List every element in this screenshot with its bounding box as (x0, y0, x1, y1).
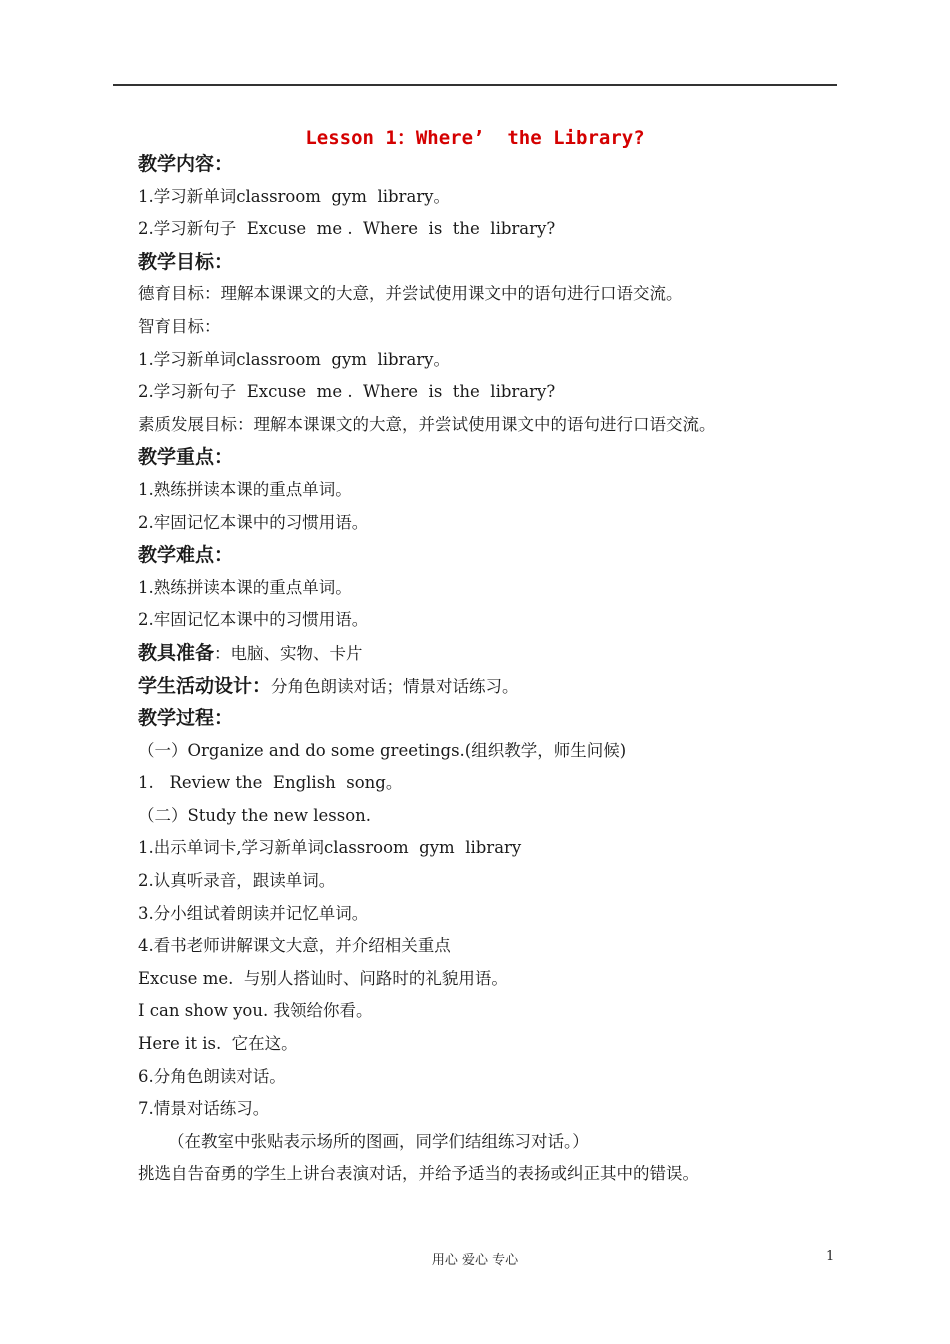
process-step: I can show you. 我领给你看。 (138, 1001, 373, 1021)
process-step: （二）Study the new lesson. (138, 805, 371, 825)
difficulty-item: 2.牢固记忆本课中的习惯用语。 (138, 610, 369, 630)
key-point-item: 1.熟练拼读本课的重点单词。 (138, 479, 352, 499)
process-step: （一）Organize and do some greetings.(组织教学，师生问候) (138, 740, 627, 760)
student-activity-text: 分角色朗读对话；情景对话练习。 (271, 676, 519, 696)
process-step: 7.情景对话练习。 (138, 1099, 270, 1119)
goals-heading: 教学目标： (138, 250, 234, 273)
process-step: Excuse me. 与别人搭讪时、问路时的礼貌用语。 (138, 968, 508, 988)
process-step: 6.分角色朗读对话。 (138, 1066, 286, 1086)
goal-intel-item: 1.学习新单词classroom gym library。 (138, 349, 450, 369)
lesson-title: Lesson 1：Where’ the Library? (305, 127, 645, 149)
goal-moral: 德育目标：理解本课课文的大意，并尝试使用课文中的语句进行口语交流。 (138, 284, 683, 304)
difficulties-heading: 教学难点： (138, 544, 234, 567)
goal-intel-item: 2.学习新句子 Excuse me . Where is the library? (138, 382, 556, 402)
goal-intel-label: 智育目标： (138, 316, 221, 336)
key-points-heading: 教学重点： (138, 446, 234, 469)
process-step: 挑选自告奋勇的学生上讲台表演对话，并给予适当的表扬或纠正其中的错误。 (138, 1164, 699, 1184)
goal-quality: 素质发展目标：理解本课课文的大意，并尝试使用课文中的语句进行口语交流。 (138, 414, 716, 434)
process-step: 1.出示单词卡,学习新单词classroom gym library (138, 838, 522, 858)
content-heading: 教学内容： (138, 153, 234, 175)
student-activity (138, 670, 838, 703)
teaching-tools (138, 637, 838, 670)
lesson-plan-body (138, 148, 838, 1191)
page-number: 1 (826, 1249, 835, 1264)
process-heading: 教学过程： (138, 707, 234, 730)
header-rule (113, 84, 837, 86)
content-item: 1.学习新单词classroom gym library。 (138, 186, 450, 206)
process-step: 1. Review the English song。 (138, 773, 403, 793)
footer-motto: 用心 爱心 专心 (431, 1253, 519, 1268)
student-activity-heading: 学生活动设计： (138, 674, 272, 697)
difficulty-item: 1.熟练拼读本课的重点单词。 (138, 577, 352, 597)
process-step: Here it is. 它在这。 (138, 1034, 298, 1054)
key-point-item: 2.牢固记忆本课中的习惯用语。 (138, 512, 369, 532)
process-step: 3.分小组试着朗读并记忆单词。 (138, 903, 369, 923)
process-step: 2.认真听录音，跟读单词。 (138, 871, 336, 891)
teaching-tools-heading: 教具准备 (138, 641, 215, 664)
teaching-tools-text: ：电脑、实物、卡片 (214, 643, 363, 663)
content-item: 2.学习新句子 Excuse me . Where is the library? (138, 219, 556, 239)
process-step: （在教室中张贴表示场所的图画，同学们结组练习对话。） (168, 1131, 589, 1151)
process-step: 4.看书老师讲解课文大意，并介绍相关重点 (138, 936, 451, 956)
